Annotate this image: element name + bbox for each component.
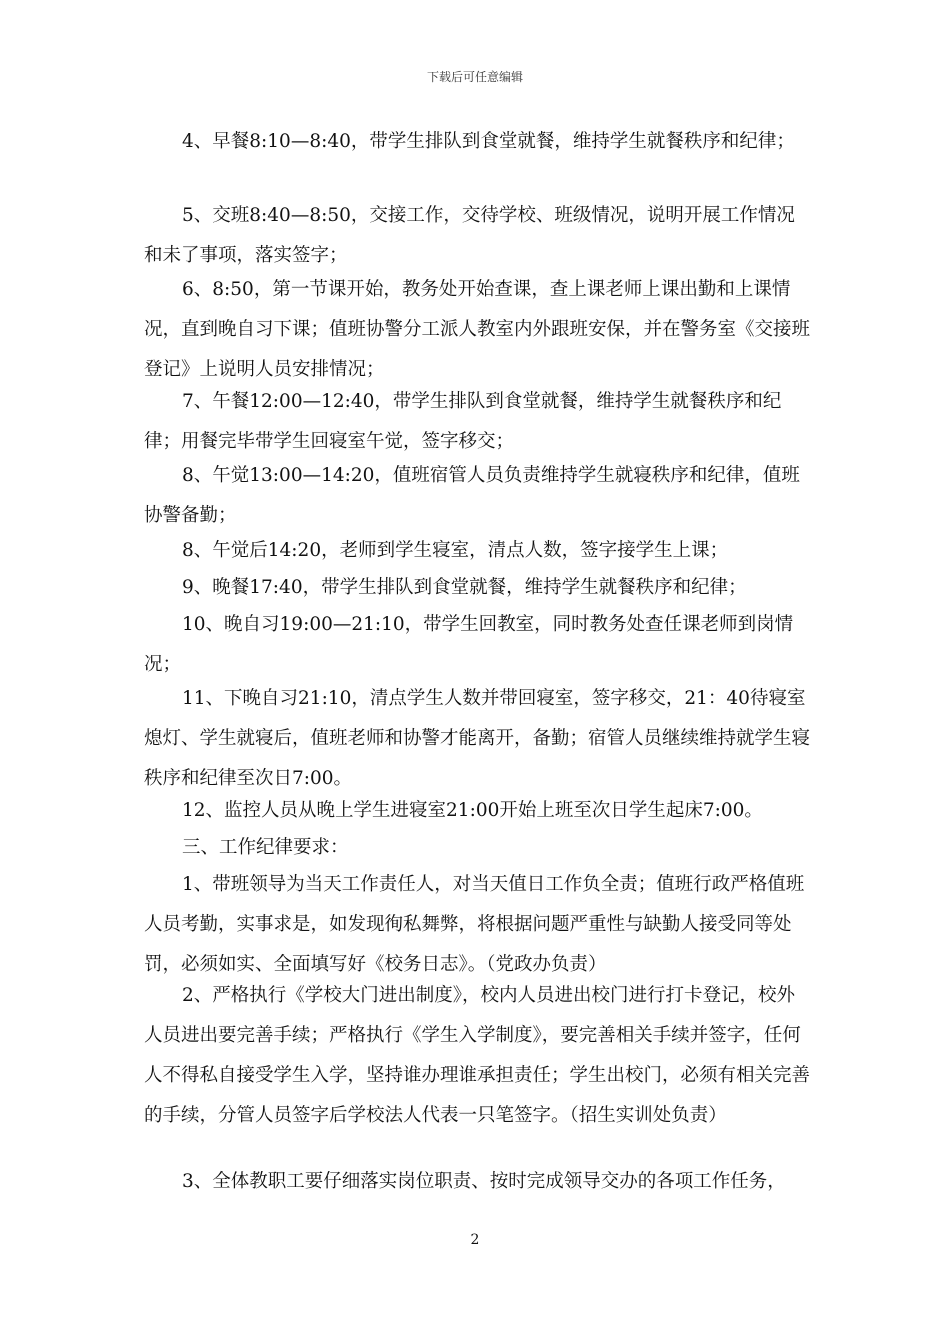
rule-1: 1、带班领导为当天工作责任人，对当天值日工作负全责；值班行政严格值班人员考勤，实事求是，如发现徇私舞弊，将根据问题严重性与缺勤人接受同等处罚，必须如实、全面填写好《校务日志》。（党政办负责） xyxy=(144,874,805,975)
paragraph-12: 12、监控人员从晚上学生进寝室21:00开始上班至次日学生起床7:00。 xyxy=(182,800,763,821)
paragraph-8b: 8、午觉后14:20，老师到学生寝室，清点人数，签字接学生上课； xyxy=(182,540,729,561)
paragraph-9: 9、晚餐17:40，带学生排队到食堂就餐，维持学生就餐秩序和纪律； xyxy=(182,577,747,598)
rule-2: 2、严格执行《学校大门进出制度》，校内人员进出校门进行打卡登记，校外人员进出要完善手续；严格执行《学生入学制度》，要完善相关手续并签字，任何人不得私自接受学生入学，坚持谁办理谁承担责任；学生出校门，必须有相关完善的手续，分管人员签字后学校法人代表一只笔签字。（招生实训处负责） xyxy=(144,985,811,1126)
rule-3: 3、全体教职工要仔细落实岗位职责、按时完成领导交办的各项工作任务， xyxy=(182,1171,786,1192)
page-number: 2 xyxy=(470,1232,480,1248)
paragraph-8: 8、午觉13:00—14:20，值班宿管人员负责维持学生就寝秩序和纪律，值班协警备勤； xyxy=(144,465,800,526)
paragraph-6: 6、8:50，第一节课开始，教务处开始查课，查上课老师上课出勤和上课情况，直到晚自习下课；值班协警分工派人教室内外跟班安保，并在警务室《交接班登记》上说明人员安排情况； xyxy=(144,279,811,380)
paragraph-7: 7、午餐12:00—12:40，带学生排队到食堂就餐，维持学生就餐秩序和纪律；用餐完毕带学生回寝室午觉，签字移交； xyxy=(144,391,782,452)
paragraph-5: 5、交班8:40—8:50，交接工作，交待学校、班级情况，说明开展工作情况和未了事项，落实签字； xyxy=(144,205,795,266)
paragraph-10: 10、晚自习19:00—21:10，带学生回教室，同时教务处查任课老师到岗情况； xyxy=(144,614,794,675)
section-heading: 三、工作纪律要求： xyxy=(182,837,349,858)
page-header: 下载后可任意编辑 xyxy=(426,70,523,84)
paragraph-11: 11、下晚自习21:10，清点学生人数并带回寝室，签字移交，21：40待寝室熄灯、学生就寝后，值班老师和协警才能离开，备勤；宿管人员继续维持就学生寝秩序和纪律至次日7:00。 xyxy=(144,688,811,789)
paragraph-4: 4、早餐8:10—8:40，带学生排队到食堂就餐，维持学生就餐秩序和纪律； xyxy=(182,131,795,152)
